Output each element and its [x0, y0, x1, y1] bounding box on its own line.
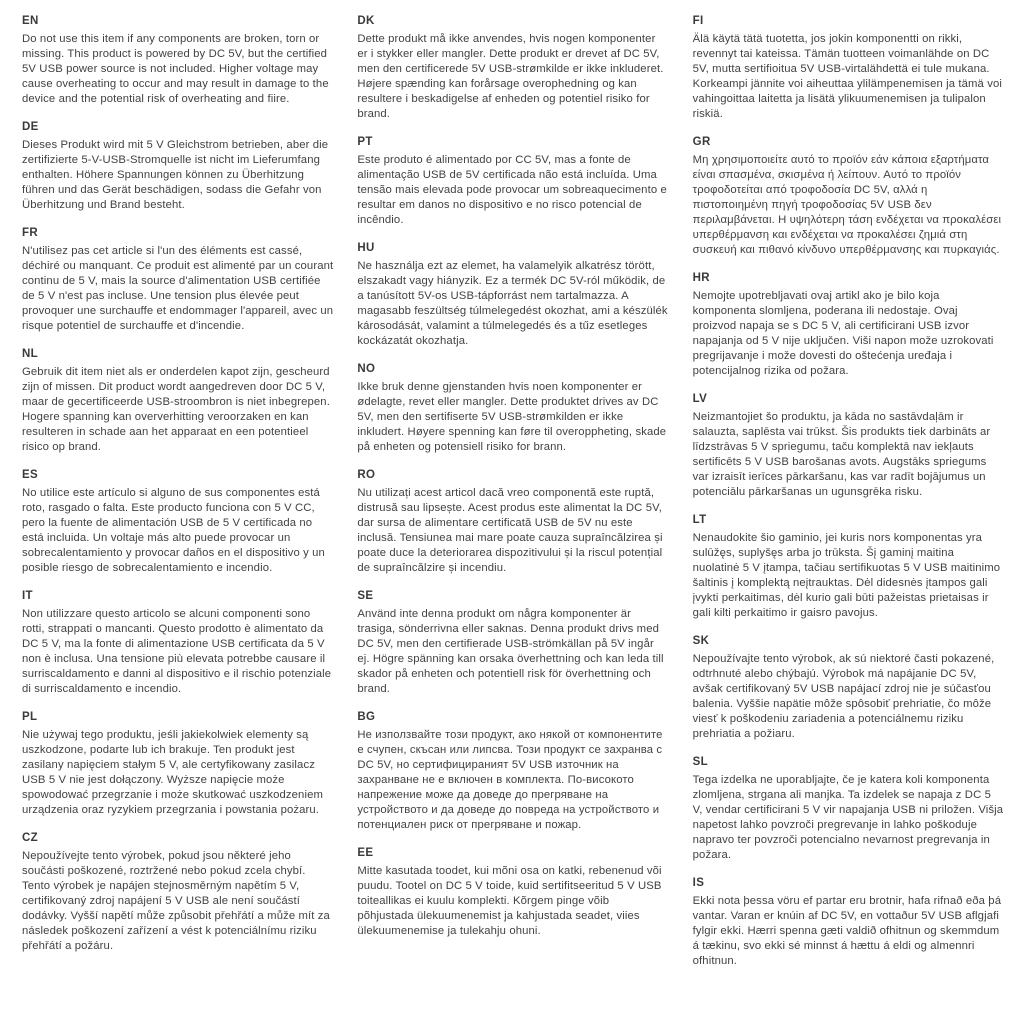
- language-section-ro: [357, 468, 668, 576]
- language-code-heading: SL: [692, 756, 709, 768]
- document-column-3: [693, 14, 1004, 1014]
- language-code-heading: IS: [692, 877, 705, 889]
- language-section-sk: [693, 634, 1004, 742]
- safety-warning-text: Nu utilizați acest articol dacă vreo componentă este ruptă, distrusă sau lipsește. Acest produs este alimentat la DC 5V, dar sursa de alimentare certificată USB de 5V nu este inclusă. Tensiunea mai mare poate cauza supraîncălzirea și poate duce la deteriorarea dispozitivului și la riscul potențial de supraîncălzire și incendiu.: [357, 487, 663, 574]
- safety-warning-text: Dieses Produkt wird mit 5 V Gleichstrom betrieben, aber die zertifizierte 5-V-USB-Stromquelle ist nicht im Lieferumfang enthalten. Höhere Spannungen können zu Überhitzung führen und das Gerät beschädigen, sodass die Gefahr von Überhitzung und Brand besteht.: [22, 139, 329, 211]
- language-section-gr: [693, 135, 1004, 258]
- language-code-heading: EE: [357, 847, 374, 859]
- language-section-pt: [357, 135, 668, 228]
- language-section-hu: [357, 241, 668, 349]
- safety-warning-text: Nepoužívajte tento výrobok, ak sú niektoré časti pokazené, odtrhnuté alebo chýbajú. Výrobok má napájanie DC 5V, avšak certifikovaný 5V USB napájací zdroj nie je súčasťou balenia. Vyššie napätie môže spôsobiť prehriatie, čo môže viesť k poškodeniu zariadenia a potenciálnemu riziku prehriatia a požiaru.: [692, 653, 995, 740]
- language-section-hr: [693, 271, 1004, 379]
- language-code-heading: RO: [357, 469, 376, 481]
- safety-warning-text: Nepoužívejte tento výrobek, pokud jsou některé jeho součásti poškozené, roztržené nebo pokud zcela chybí. Tento výrobek je napájen stejnosměrným napětím 5 V, certifikovaný zdroj napájení 5 V USB ale není součástí dodávky. Vyšší napětí může způsobit přehřátí a může mít za následek poškození zařízení a vést k potenciálnímu riziku přehřátí a požáru.: [22, 850, 330, 952]
- language-section-cz: [22, 831, 333, 954]
- language-code-heading: LV: [692, 393, 708, 405]
- language-section-no: [357, 362, 668, 455]
- language-section-se: [357, 589, 668, 697]
- language-code-heading: NL: [22, 348, 39, 360]
- language-code-heading: CZ: [22, 832, 39, 844]
- safety-warning-text: Neizmantojiet šo produktu, ja kāda no sastāvdaļām ir salauzta, saplēsta vai trūkst. Šis produkts tiek darbināts ar līdzstrāvas 5 V spriegumu, taču komplektā nav iekļauts sertificēts 5 V USB barošanas avots. Augstāks spriegums var izraisīt ierīces pārkaršanu, kas var radīt bojājumus un potenciālu pārkaršanas un ugunsgrēka risku.: [692, 411, 991, 498]
- language-section-sl: [693, 755, 1004, 863]
- language-code-heading: PL: [22, 711, 38, 723]
- language-section-de: [22, 120, 333, 213]
- language-section-fi: [693, 14, 1004, 122]
- safety-warning-text: Ikke bruk denne gjenstanden hvis noen komponenter er ødelagte, revet eller mangler. Dette produktet drives av DC 5V, men den sertifiserte 5V USB-strømkilden er ikke inkludert. Høyere spenning kan føre til overoppheting, skade på enheten og potensiell risiko for brann.: [357, 381, 667, 453]
- language-code-heading: HU: [357, 242, 375, 254]
- language-code-heading: SK: [692, 635, 710, 647]
- safety-warning-text: Nemojte upotrebljavati ovaj artikl ako je bilo koja komponenta slomljena, poderana ili nedostaje. Ovaj proizvod napaja se s DC 5 V, ali certificirani USB izvor napajanja od 5 V nije uključen. Viši napon može uzrokovati pregrijavanje i može dovesti do oštećenja uređaja i potencijalnog rizika od požara.: [692, 290, 994, 377]
- safety-warning-text: Älä käytä tätä tuotetta, jos jokin komponentti on rikki, revennyt tai kateissa. Tämän tuotteen voimanlähde on DC 5V, mutta sertifioitua 5V USB-virtalähdettä ei tule mukana. Korkeampi jännite voi aiheuttaa ylilämpenemisen ja tämä voi vahingoittaa laitetta ja lisätä ylikuumenemisen ja tulipalon riskiä.: [692, 33, 1002, 120]
- language-code-heading: BG: [357, 711, 376, 723]
- language-section-it: [22, 589, 333, 697]
- document-column-2: [357, 14, 668, 1014]
- language-code-heading: FR: [22, 227, 39, 239]
- safety-warning-text: Ne használja ezt az elemet, ha valamelyik alkatrész törött, elszakadt vagy hiányzik. Ez a termék DC 5V-ról működik, de a tanúsított 5V-os USB-tápforrást nem tartalmazza. A magasabb feszültség túlmelegedést okozhat, ami a készülék károsodását, valamint a túlmelegedés és a tűz esetleges kockázatát okozhatja.: [357, 260, 668, 347]
- language-code-heading: PT: [357, 136, 373, 148]
- language-section-en: [22, 14, 333, 107]
- safety-warning-text: Do not use this item if any components are broken, torn or missing. This product is powered by DC 5V, but the certified 5V USB power source is not included. Higher voltage may cause overheating to occur and may result in damage to the device and the potential risk of overheating and fiire.: [22, 33, 329, 105]
- language-section-fr: [22, 226, 333, 334]
- safety-warning-text: Non utilizzare questo articolo se alcuni componenti sono rotti, strappati o mancanti. Questo prodotto è alimentato da DC 5 V, ma la fonte di alimentazione USB certificata da 5 V non è inclusa. Una tensione più elevata potrebbe causare il surriscaldamento e danni al dispositivo e il rischio potenziale di surriscaldamento e incendio.: [22, 608, 332, 695]
- language-section-dk: [357, 14, 668, 122]
- safety-warning-text: N'utilisez pas cet article si l'un des éléments est cassé, déchiré ou manquant. Ce produit est alimenté par un courant continu de 5 V, mais la source d'alimentation USB certifiée de 5 V n'est pas incluse. Une tension plus élevée peut provoquer une surchauffe et endommager l'appareil, avec un risque potentiel de surchauffe et d'incendie.: [22, 245, 334, 332]
- safety-warning-text: Ekki nota þessa vöru ef partar eru brotnir, hafa rifnað eða þá vantar. Varan er knúin af DC 5V, en vottaður 5V USB aflgjafi fylgir ekki. Hærri spenna gæti valdið ofhitnun og skemmdum á tækinu, svo ekki sé minnst á hættu á eldi og almennri ofhitnun.: [692, 895, 1002, 967]
- language-code-heading: IT: [22, 590, 33, 602]
- language-section-lv: [693, 392, 1004, 500]
- safety-warning-text: Este produto é alimentado por CC 5V, mas a fonte de alimentação USB de 5V certificada não está incluída. Uma tensão mais elevada pode provocar um sobreaquecimento e resultar em danos no dispositivo e no risco potencial de incêndio.: [357, 154, 667, 226]
- language-code-heading: DK: [357, 15, 375, 27]
- language-code-heading: LT: [692, 514, 707, 526]
- language-section-lt: [693, 513, 1004, 621]
- safety-warning-text: Nenaudokite šio gaminio, jei kuris nors komponentas yra sulūžęs, suplyšęs arba jo trūksta. Šį gaminį maitina nuolatinė 5 V įtampa, tačiau sertifikuotas 5 V USB maitinimo šaltinis į komplektą neįtrauktas. Dėl didesnės įtampos gali įvykti perkaitimas, dėl kurio gali būti pažeistas prietaisas ir gali kilti perkaitimo ir gaisro pavojus.: [692, 532, 1001, 619]
- language-code-heading: DE: [22, 121, 39, 133]
- language-section-bg: [357, 710, 668, 833]
- safety-warning-text: Nie używaj tego produktu, jeśli jakiekolwiek elementy są uszkodzone, podarte lub ich brakuje. Ten produkt jest zasilany napięciem stałym 5 V, ale certyfikowany zasilacz USB 5 V nie jest dołączony. Wyższe napięcie może spowodować przegrzanie i może skutkować uszkodzeniem urządzenia oraz ryzykiem przegrzania i powstania pożaru.: [22, 729, 323, 816]
- safety-warning-text: Gebruik dit item niet als er onderdelen kapot zijn, gescheurd zijn of missen. Dit product wordt aangedreven door DC 5 V, maar de gecertificeerde USB-stroombron is niet inbegrepen. Hogere spanning kan oververhitting veroorzaken en kan resulteren in schade aan het apparaat en een potentieel risico op brand.: [22, 366, 330, 453]
- language-section-pl: [22, 710, 333, 818]
- safety-warning-text: Använd inte denna produkt om några komponenter är trasiga, sönderrivna eller saknas. Denna produkt drivs med DC 5V, men den certifierade USB-strömkällan på 5V ingår ej. Högre spänning kan orsaka överhettning och kan leda till skador på enheten och potentiell risk för överhettning och brand.: [357, 608, 664, 695]
- safety-warning-text: Dette produkt må ikke anvendes, hvis nogen komponenter er i stykker eller mangler. Dette produkt er drevet af DC 5V, men den certificerede 5V USB-strømkilde er ikke inkluderet. Højere spænding kan forårsage overophedning og kan resultere i beskadigelse af enheden og potentiel risiko for brand.: [357, 33, 664, 120]
- safety-warning-text: No utilice este artículo si alguno de sus componentes está roto, rasgado o falta. Este producto funciona con 5 V CC, pero la fuente de alimentación USB de 5 V certificada no está incluida. Un voltaje más alto puede provocar un sobrecalentamiento y provocar daños en el dispositivo y un posible riesgo de sobrecalentamiento e incendio.: [22, 487, 325, 574]
- language-code-heading: SE: [357, 590, 374, 602]
- language-code-heading: ES: [22, 469, 39, 481]
- language-code-heading: HR: [692, 272, 710, 284]
- language-section-is: [693, 876, 1004, 969]
- language-section-nl: [22, 347, 333, 455]
- document-column-1: [22, 14, 333, 1014]
- safety-warning-text: Не използвайте този продукт, ако някой от компонентите е счупен, скъсан или липсва. Този продукт се захранва с DC 5V, но сертифицираният 5V USB източник на захранване не е включен в комплекта. По-високото напрежение може да доведе до прегряване на устройството и да доведе до повреда на устройството и потенциален риск от прегряване и пожар.: [357, 729, 663, 831]
- language-section-es: [22, 468, 333, 576]
- language-code-heading: NO: [357, 363, 376, 375]
- language-code-heading: FI: [692, 15, 704, 27]
- language-section-ee: [357, 846, 668, 939]
- language-code-heading: EN: [22, 15, 39, 27]
- safety-warning-text: Mitte kasutada toodet, kui mõni osa on katki, rebenenud või puudu. Tootel on DC 5 V toide, kuid sertifitseeritud 5 V USB toiteallikas ei kuulu komplekti. Kõrgem pinge võib põhjustada ülekuumenemist ja kahjustada seadet, viies ülekuumenemise ja tulekahju ohuni.: [357, 865, 662, 937]
- language-code-heading: GR: [692, 136, 711, 148]
- safety-warning-text: Tega izdelka ne uporabljajte, če je katera koli komponenta zlomljena, strgana ali manjka. Ta izdelek se napaja z DC 5 V, vendar certificirani 5 V vir napajanja USB ni priložen. Višja napetost lahko povzroči pregrevanje in lahko poškoduje napravo ter povzroči potencialno nevarnost pregrevanja in požara.: [692, 774, 1004, 861]
- safety-warning-text: Μη χρησιμοποιείτε αυτό το προϊόν εάν κάποια εξαρτήματα είναι σπασμένα, σκισμένα ή λείπουν. Αυτό το προϊόν τροφοδοτείται από τροφοδοσία DC 5V, αλλά η πιστοποιημένη πηγή τροφοδοσίας 5V USB δεν περιλαμβάνεται. Η υψηλότερη τάση ενδέχεται να προκαλέσει υπερθέρμανση και ενδέχεται να προκαλέσει ζημιά στη συσκευή και πιθανό κίνδυνο υπερθέρμανσης και πυρκαγιάς.: [692, 154, 1002, 256]
